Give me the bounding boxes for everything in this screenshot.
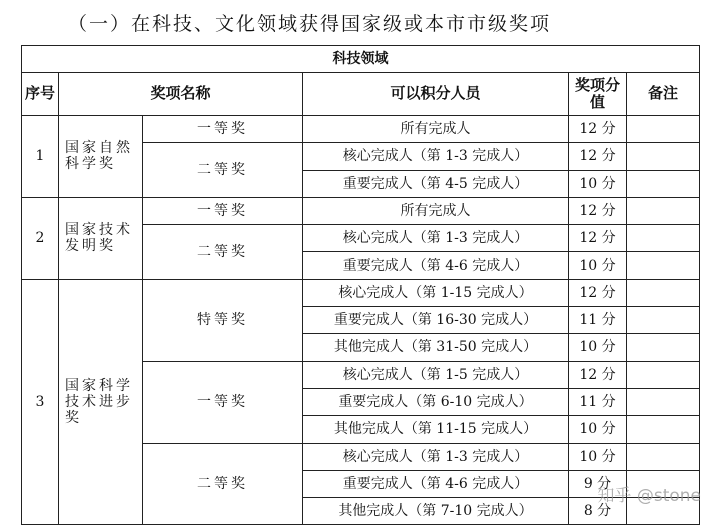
award-points: 12 分: [569, 361, 627, 388]
award-points: 11 分: [569, 307, 627, 334]
award-points: 11 分: [569, 388, 627, 415]
award-points: 8 分: [569, 498, 627, 525]
watermark: 知乎 @stone: [597, 486, 701, 506]
section-title: （一）在科技、文化领域获得国家级或本市市级奖项: [68, 13, 552, 35]
header-no: 序号: [22, 73, 59, 116]
header-award: 奖项名称: [59, 73, 303, 116]
remark-cell: [627, 225, 700, 252]
table-row: [22, 116, 700, 143]
eligible-people: 重要完成人（第 4-6 完成人）: [303, 470, 569, 497]
remark-cell: [627, 388, 700, 415]
header-remark: 备注: [627, 73, 700, 116]
eligible-people: 重要完成人（第 16-30 完成人）: [303, 307, 569, 334]
award-level: 一等奖: [143, 361, 303, 443]
header-people: 可以积分人员: [303, 73, 569, 116]
remark-cell: [627, 307, 700, 334]
group-number: 2: [22, 197, 59, 279]
award-points: 10 分: [569, 416, 627, 443]
eligible-people: 核心完成人（第 1-3 完成人）: [303, 225, 569, 252]
header-points: 奖项分值: [569, 73, 627, 116]
eligible-people: 核心完成人（第 1-3 完成人）: [303, 143, 569, 170]
eligible-people: 核心完成人（第 1-5 完成人）: [303, 361, 569, 388]
remark-cell: [627, 443, 700, 470]
award-level: 二等奖: [143, 225, 303, 280]
group-number: 1: [22, 116, 59, 198]
eligible-people: 重要完成人（第 4-5 完成人）: [303, 170, 569, 197]
award-points: 9 分: [569, 470, 627, 497]
remark-cell: [627, 197, 700, 224]
group-number: 3: [22, 279, 59, 525]
award-name: 国家技术发明奖: [59, 197, 143, 279]
award-points: 10 分: [569, 170, 627, 197]
eligible-people: 重要完成人（第 4-6 完成人）: [303, 252, 569, 279]
remark-cell: [627, 279, 700, 306]
remark-cell: [627, 170, 700, 197]
table-row: [22, 279, 700, 306]
table-row: [22, 197, 700, 224]
caption-row: [22, 46, 700, 73]
awards-table: [21, 45, 700, 525]
eligible-people: 核心完成人（第 1-3 完成人）: [303, 443, 569, 470]
award-level: 二等奖: [143, 143, 303, 198]
eligible-people: 其他完成人（第 31-50 完成人）: [303, 334, 569, 361]
award-level: 一等奖: [143, 116, 303, 143]
award-points: 10 分: [569, 443, 627, 470]
award-name: 国家科学技术进步奖: [59, 279, 143, 525]
remark-cell: [627, 116, 700, 143]
award-level: 二等奖: [143, 443, 303, 525]
eligible-people: 其他完成人（第 11-15 完成人）: [303, 416, 569, 443]
remark-cell: [627, 252, 700, 279]
award-points: 12 分: [569, 225, 627, 252]
award-level: 特等奖: [143, 279, 303, 361]
award-points: 12 分: [569, 279, 627, 306]
eligible-people: 核心完成人（第 1-15 完成人）: [303, 279, 569, 306]
eligible-people: 所有完成人: [303, 116, 569, 143]
remark-cell: [627, 416, 700, 443]
award-points: 10 分: [569, 334, 627, 361]
remark-cell: [627, 361, 700, 388]
award-points: 10 分: [569, 252, 627, 279]
remark-cell: [627, 143, 700, 170]
award-points: 12 分: [569, 197, 627, 224]
award-name: 国家自然科学奖: [59, 116, 143, 198]
eligible-people: 重要完成人（第 6-10 完成人）: [303, 388, 569, 415]
header-row: [22, 73, 700, 116]
table-caption: 科技领域: [22, 46, 700, 73]
eligible-people: 所有完成人: [303, 197, 569, 224]
award-points: 12 分: [569, 116, 627, 143]
award-level: 一等奖: [143, 197, 303, 224]
eligible-people: 其他完成人（第 7-10 完成人）: [303, 498, 569, 525]
remark-cell: [627, 334, 700, 361]
award-points: 12 分: [569, 143, 627, 170]
